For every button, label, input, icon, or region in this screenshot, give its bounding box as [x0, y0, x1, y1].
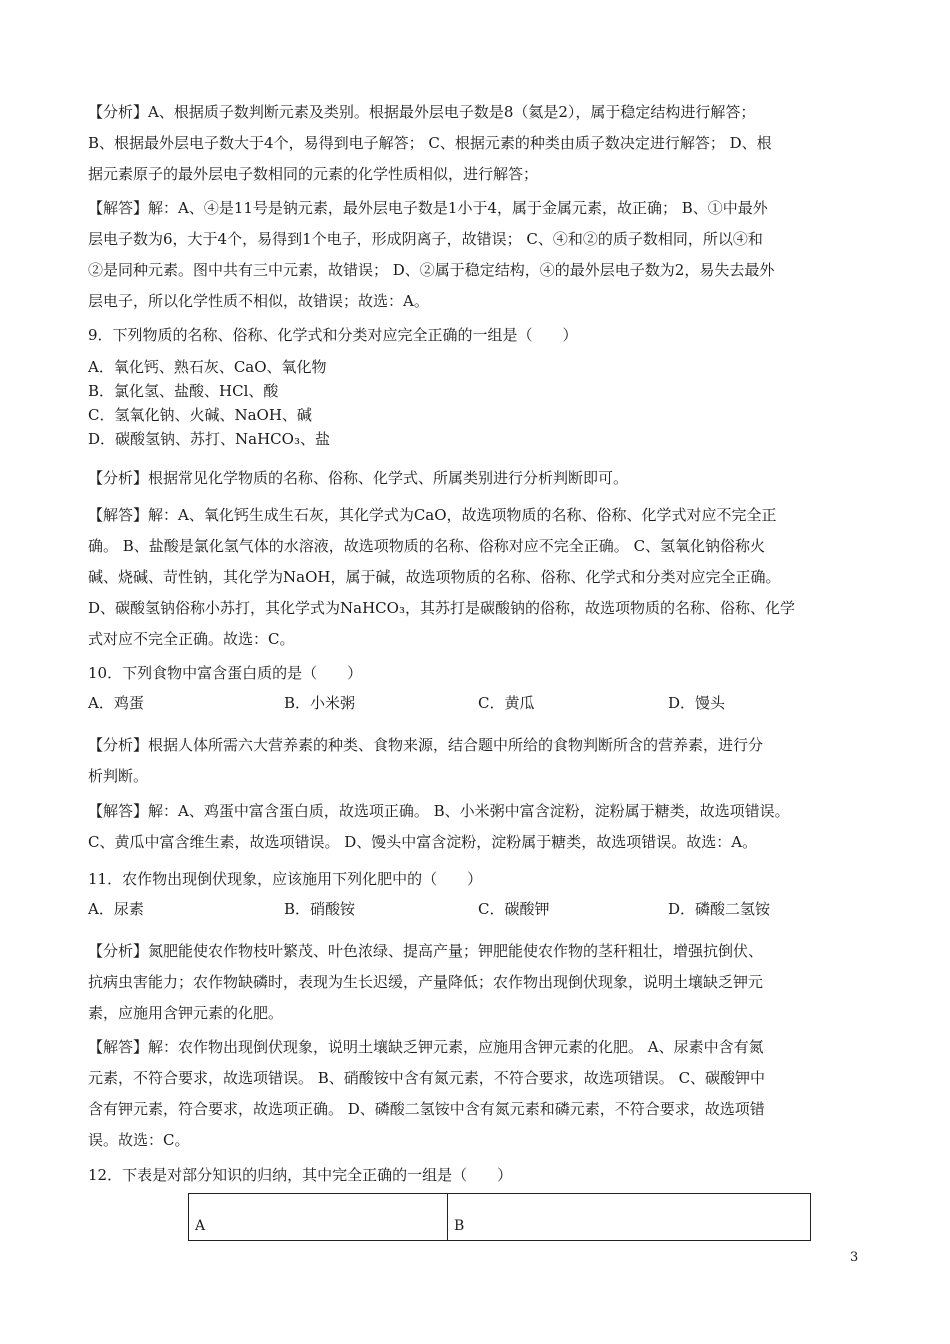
- text-line: 【分析】氮肥能使农作物枝叶繁茂、叶色浓绿、提高产量；钾肥能使农作物的茎秆粗壮，增强抗倒伏、: [88, 942, 764, 960]
- option-c: C．黄瓜: [478, 694, 535, 712]
- text-line: 层电子，所以化学性质不相似，故错误；故选：A。: [88, 292, 429, 310]
- text-line: 式对应不完全正确。故选：C。: [88, 630, 295, 648]
- q8-answer: [88, 193, 868, 317]
- q11-analysis: [88, 936, 868, 1029]
- q12-stem: [88, 1160, 868, 1191]
- option-b: B．氯化氢、盐酸、HCl、酸: [88, 382, 279, 400]
- q10-analysis: [88, 730, 868, 792]
- q10-answer: [88, 796, 868, 858]
- option-b: B．硝酸铵: [284, 900, 356, 918]
- q11-options: [88, 894, 868, 924]
- question-stem: 11．农作物出现倒伏现象，应该施用下列化肥中的（ ）: [88, 870, 483, 888]
- q11-stem: [88, 864, 868, 895]
- text-line: 素，应施用含钾元素的化肥。: [88, 1004, 284, 1022]
- text-line: 元素，不符合要求，故选项错误。 B、硝酸铵中含有氮元素，不符合要求，故选项错误。 C、碳酸钾中: [88, 1069, 766, 1087]
- text-line: 【分析】根据常见化学物质的名称、俗称、化学式、所属类别进行分析判断即可。: [88, 469, 629, 487]
- text-line: C、黄瓜中富含维生素，故选项错误。 D、馒头中富含淀粉，淀粉属于糖类，故选项错误。故选：A。: [88, 833, 758, 851]
- q9-answer: [88, 500, 868, 655]
- option-d: D．磷酸二氢铵: [668, 900, 771, 918]
- q9-stem: [88, 320, 868, 351]
- text-line: B、根据最外层电子数大于4个，易得到电子解答； C、根据元素的种类由质子数决定进行解答； D、根: [88, 134, 772, 152]
- question-stem: 12．下表是对部分知识的归纳，其中完全正确的一组是（ ）: [88, 1166, 513, 1184]
- text-line: 含有钾元素，符合要求，故选项正确。 D、磷酸二氢铵中含有氮元素和磷元素，不符合要求，故选项错: [88, 1100, 765, 1118]
- text-line: ②是同种元素。图中共有三中元素，故错误； D、②属于稳定结构，④的最外层电子数为2，易失去最外: [88, 261, 775, 279]
- option-d: D．碳酸氢钠、苏打、NaHCO₃、盐: [88, 430, 330, 448]
- option-b: B．小米粥: [284, 694, 356, 712]
- page-number: 3: [850, 1250, 859, 1265]
- option-c: C．氢氧化钠、火碱、NaOH、碱: [88, 406, 312, 424]
- text-line: 【分析】根据人体所需六大营养素的种类、食物来源，结合题中所给的食物判断所含的营养素，进行分: [88, 736, 764, 754]
- question-stem: 9．下列物质的名称、俗称、化学式和分类对应完全正确的一组是（ ）: [88, 326, 578, 344]
- question-stem: 10．下列食物中富含蛋白质的是（ ）: [88, 664, 363, 682]
- text-line: 【解答】解：A、④是11号是钠元素，最外层电子数是1小于4，属于金属元素，故正确； B、①中最外: [88, 199, 768, 217]
- table-header-a: A: [189, 1194, 448, 1241]
- table-header-b: B: [448, 1194, 811, 1241]
- option-d: D．馒头: [668, 694, 726, 712]
- text-line: 抗病虫害能力；农作物缺磷时，表现为生长迟缓，产量降低；农作物出现倒伏现象，说明土壤缺乏钾元: [88, 973, 764, 991]
- q9-analysis: [88, 463, 868, 494]
- q11-answer: [88, 1032, 868, 1156]
- text-line: 【解答】解：A、鸡蛋中富含蛋白质，故选项正确。 B、小米粥中富含淀粉，淀粉属于糖类，故选项错误。: [88, 802, 790, 820]
- text-line: 确。 B、盐酸是氯化氢气体的水溶液，故选项物质的名称、俗称对应不完全正确。 C、氢氧化钠俗称火: [88, 537, 766, 555]
- q10-options: [88, 688, 868, 718]
- option-a: A．尿素: [88, 900, 144, 918]
- text-line: D、碳酸氢钠俗称小苏打，其化学式为NaHCO₃，其苏打是碳酸钠的俗称，故选项物质的名称、俗称、化学: [88, 599, 795, 617]
- text-line: 【解答】解：农作物出现倒伏现象，说明土壤缺乏钾元素，应施用含钾元素的化肥。 A、尿素中含有氮: [88, 1038, 764, 1056]
- text-line: 碱、烧碱、苛性钠，其化学为NaOH，属于碱，故选项物质的名称、俗称、化学式和分类对应完全正确。: [88, 568, 781, 586]
- text-line: 据元素原子的最外层电子数相同的元素的化学性质相似，进行解答；: [88, 165, 539, 183]
- text-line: 析判断。: [88, 767, 149, 785]
- option-a: A．氧化钙、熟石灰、CaO、氧化物: [88, 358, 327, 376]
- q10-stem: [88, 658, 868, 689]
- option-a: A．鸡蛋: [88, 694, 144, 712]
- text-line: 【解答】解：A、氧化钙生成生石灰，其化学式为CaO，故选项物质的名称、俗称、化学式对应不完全正: [88, 506, 777, 524]
- option-c: C．碳酸钾: [478, 900, 550, 918]
- text-line: 误。故选：C。: [88, 1131, 190, 1149]
- knowledge-table: [188, 1193, 811, 1241]
- q9-options: [88, 355, 868, 451]
- text-line: 层电子数为6，大于4个，易得到1个电子，形成阴离子，故错误； C、④和②的质子数相同，所以④和: [88, 230, 763, 248]
- q8-analysis: [88, 97, 868, 190]
- text-line: 【分析】A、根据质子数判断元素及类别。根据最外层电子数是8（氦是2），属于稳定结构进行解答；: [88, 103, 756, 121]
